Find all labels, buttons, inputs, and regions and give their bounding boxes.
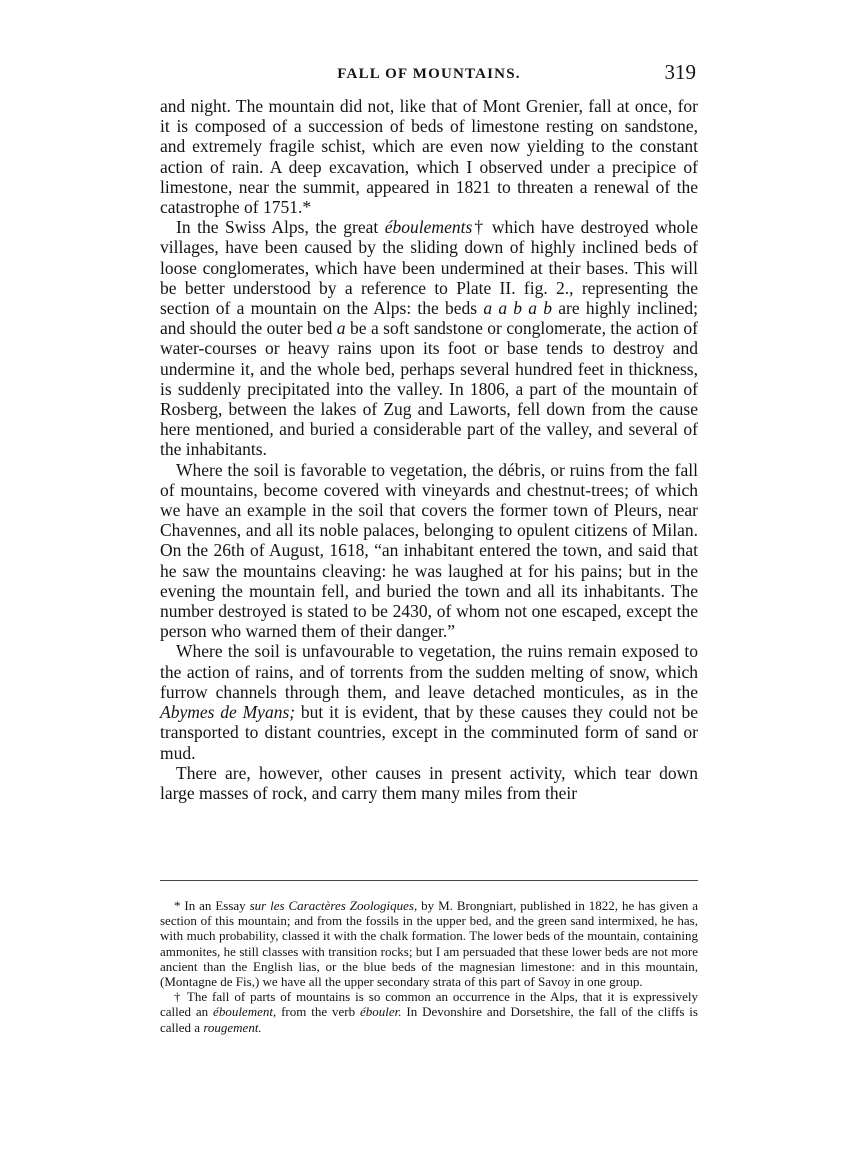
footnote-1-text-a: * In an Essay — [174, 898, 250, 913]
footnote-2-italic-ebouler: ébouler. — [359, 1004, 402, 1020]
paragraph-4-italic-abymes: Abymes de Myans; — [160, 702, 296, 723]
footnote-2-text-e: In Devonshire and Dorsetshire, the fall of the cliffs is called a — [160, 1004, 698, 1035]
paragraph-2-italic-a: a — [336, 318, 346, 339]
running-title: FALL OF MOUNTAINS. — [337, 66, 521, 82]
paragraph-2-text-a: In the Swiss Alps, the great — [176, 217, 385, 238]
running-head — [160, 60, 698, 90]
footnote-2-text-a: † The fall of parts of mountains is so common an occurrence in the Alps, that it is expressively called an — [160, 989, 698, 1020]
footnote-separator — [160, 880, 698, 881]
paragraph-2-text-c: † which have destroyed whole villages, have been caused by the sliding down of highly inclined beds of loose conglomerates, which have been undermined at their bases. This will be better understood by a reference to Plate II. fig. 2., representing the section of a mountain on the Alps: the beds — [160, 217, 699, 319]
footnotes — [160, 898, 698, 1035]
paragraph-2-italic-beds: a a b a b — [483, 298, 552, 319]
body-text — [160, 96, 698, 803]
paragraph-2-italic-eboulements: éboulements — [384, 217, 473, 238]
paragraph-3-text: Where the soil is favorable to vegetation, the débris, or ruins from the fall of mountains, become covered with vineyards and chestnut-trees; of which we have an example in the soil that covers the former town of Pleurs, near Chavennes, and all its noble palaces, belonging to opulent citizens of Milan. On the 26th of August, 1618, “an inhabitant entered the town, and said that he saw the mountains cleaving: he was laughed at for his pains; but in the evening the mountain fell, and buried the town and all its inhabitants. The number destroyed is stated to be 2430, of whom not one escaped, except the person who warned them of their danger.” — [160, 459, 698, 642]
paragraph-4 — [160, 641, 698, 762]
footnote-1-italic-title: sur les Caractères Zoologiques, — [249, 898, 418, 913]
paragraph-3 — [160, 460, 698, 642]
paragraph-5 — [160, 763, 698, 803]
page-number: 319 — [664, 60, 696, 84]
footnote-1-text-c: by M. Brongniart, published in 1822, he has given a section of this mountain; and from the fossils in the upper bed, and the green sand intermixed, he has, with much probability, classed it with the chalk formation. The lower beds of the mountain, containing ammonites, he still classes with transition rocks; but I am persuaded that these lower beds are not more ancient than the English lias, or the blue beds of the magnesian limestone: and in this mountain, (Montagne de Fis,) we have all the upper secondary strata of this part of Savoy in one group. — [160, 898, 698, 990]
paragraph-2 — [160, 217, 698, 459]
paragraph-4-text-c: but it is evident, that by these causes they could not be transported to distant countries, except in the comminuted form of sand or mud. — [160, 702, 698, 763]
paragraph-2-text-g: be a soft sandstone or conglomerate, the action of water-courses or heavy rains upon its foot or base tends to destroy and undermine it, and the whole bed, perhaps several hundred feet in thickness, is suddenly precipitated into the valley. In 1806, a part of the mountain of Rosberg, between the lakes of Zug and Laworts, fell down from the cause here mentioned, and buried a considerable part of the valley, and several of the inhabitants. — [160, 318, 698, 460]
paragraph-2-text-e: are highly inclined; and should the outer bed — [160, 298, 698, 339]
footnote-2-text-c: from the verb — [276, 1004, 360, 1020]
paragraph-4-text-a: Where the soil is unfavourable to vegetation, the ruins remain exposed to the action of rains, and of torrents from the sudden melting of snow, which furrow channels through them, and leave detached monticules, as in the — [160, 641, 698, 702]
footnote-1 — [160, 898, 698, 989]
paragraph-1 — [160, 96, 698, 217]
footnote-2-italic-rougement: rougement. — [203, 1019, 262, 1035]
footnote-2-italic-eboulement: éboulement, — [213, 1004, 277, 1020]
footnote-2 — [160, 989, 698, 1035]
paragraph-5-text: There are, however, other causes in present activity, which tear down large masses of rock, and carry them many miles from their — [160, 762, 698, 803]
paragraph-1-text: and night. The mountain did not, like that of Mont Grenier, fall at once, for it is composed of a succession of beds of limestone resting on sandstone, and extremely fragile schist, which are even now yielding to the constant action of rain. A deep excavation, which I observed under a precipice of limestone, near the summit, appeared in 1821 to threaten a renewal of the catastrophe of 1751.* — [160, 96, 698, 218]
